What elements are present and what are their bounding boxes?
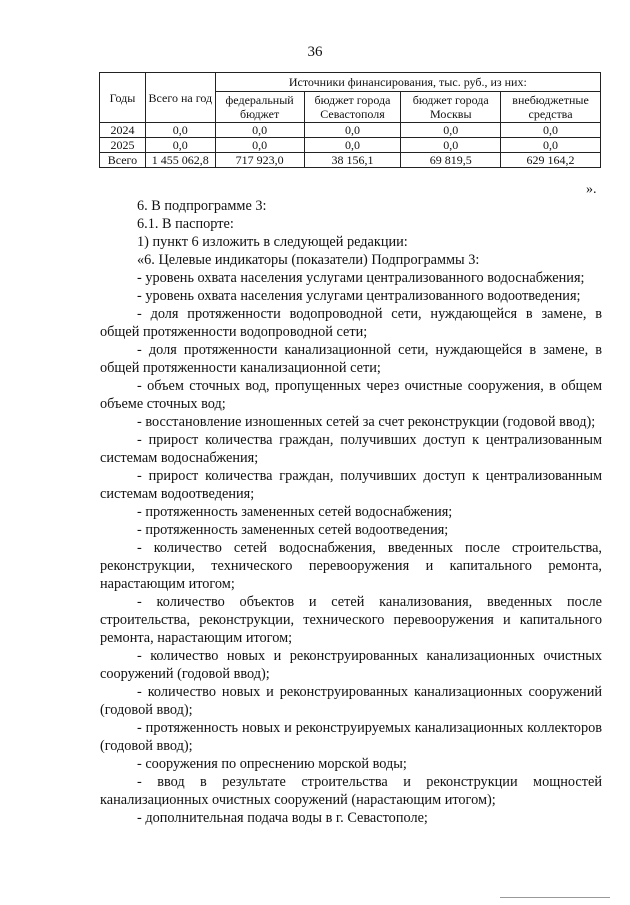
paragraph: - доля протяженности канализационной сети, нуждающейся в замене, в общей протяженности канализационной сети; — [100, 342, 602, 376]
paragraph: - уровень охвата населения услугами централизованного водоотведения; — [137, 288, 581, 304]
paragraph: - ввод в результате строительства и реконструкции мощностей канализационных очистных сооружений (нарастающим итогом); — [100, 774, 602, 808]
header-years: Годы — [100, 73, 146, 123]
paragraph: - протяженность новых и реконструируемых канализационных коллекторов (годовой ввод); — [100, 720, 602, 754]
table-cell-federal: 0,0 — [215, 123, 304, 138]
table-cell-moscow: 69 819,5 — [401, 153, 501, 168]
paragraph: - восстановление изношенных сетей за счет реконструкции (годовой ввод); — [137, 414, 596, 430]
table-cell-federal: 717 923,0 — [215, 153, 304, 168]
financing-table — [99, 72, 601, 168]
paragraph: 1) пункт 6 изложить в следующей редакции: — [137, 234, 408, 250]
table-cell-sevastopol: 0,0 — [304, 123, 401, 138]
table-cell-year: 2024 — [100, 123, 146, 138]
paragraph: - сооружения по опреснению морской воды; — [137, 756, 407, 772]
header-federal: федеральный бюджет — [215, 92, 304, 123]
header-sources: Источники финансирования, тыс. руб., из них: — [215, 73, 600, 92]
table-cell-year: Всего — [100, 153, 146, 168]
table-cell-sevastopol: 38 156,1 — [304, 153, 401, 168]
table-cell-total: 1 455 062,8 — [145, 153, 215, 168]
table-cell-federal: 0,0 — [215, 138, 304, 153]
paragraph: - количество объектов и сетей канализования, введенных после строительства, реконструкции, технического перевооружения и капитального ремонта, нарастающим итогом; — [100, 594, 602, 646]
paragraph: - уровень охвата населения услугами централизованного водоснабжения; — [137, 270, 585, 286]
page-bottom-line — [500, 897, 610, 898]
paragraph: - количество новых и реконструированных канализационных сооружений (годовой ввод); — [100, 684, 602, 718]
table-cell-extrabudget: 629 164,2 — [501, 153, 601, 168]
table-cell-extrabudget: 0,0 — [501, 138, 601, 153]
paragraph: 6.1. В паспорте: — [137, 216, 234, 232]
paragraph: - доля протяженности водопроводной сети, нуждающейся в замене, в общей протяженности водопроводной сети; — [100, 306, 602, 340]
paragraph: 6. В подпрограмме 3: — [137, 198, 267, 214]
table-cell-extrabudget: 0,0 — [501, 123, 601, 138]
table-cell-year: 2025 — [100, 138, 146, 153]
table-cell-moscow: 0,0 — [401, 123, 501, 138]
paragraph: - протяженность замененных сетей водоснабжения; — [137, 504, 453, 520]
closing-quote-mark: ». — [586, 182, 597, 197]
table-cell-total: 0,0 — [145, 123, 215, 138]
header-moscow: бюджет города Москвы — [401, 92, 501, 123]
table-row — [100, 123, 601, 138]
table-cell-sevastopol: 0,0 — [304, 138, 401, 153]
paragraph: - протяженность замененных сетей водоотведения; — [137, 522, 449, 538]
table-cell-total: 0,0 — [145, 138, 215, 153]
header-sevastopol: бюджет города Севастополя — [304, 92, 401, 123]
header-extrabudget: внебюджетные средства — [501, 92, 601, 123]
paragraph: - количество сетей водоснабжения, введенных после строительства, реконструкции, технического перевооружения и капитального ремонта, нарастающим итогом; — [100, 540, 602, 592]
paragraph: - дополнительная подача воды в г. Севастополе; — [137, 810, 428, 826]
header-total: Всего на год — [145, 73, 215, 123]
table-row — [100, 138, 601, 153]
paragraph: - количество новых и реконструированных канализационных очистных сооружений (годовой ввод); — [100, 648, 602, 682]
paragraph: - объем сточных вод, пропущенных через очистные сооружения, в общем объеме сточных вод; — [100, 378, 602, 412]
paragraph: - прирост количества граждан, получивших доступ к централизованным системам водоснабжения; — [100, 432, 602, 466]
page-number: 36 — [307, 44, 323, 60]
document-body — [100, 197, 602, 827]
table-cell-moscow: 0,0 — [401, 138, 501, 153]
table-row — [100, 153, 601, 168]
paragraph: «6. Целевые индикаторы (показатели) Подпрограммы 3: — [137, 252, 480, 268]
paragraph: - прирост количества граждан, получивших доступ к централизованным системам водоотведения; — [100, 468, 602, 502]
financing-table-body — [100, 123, 601, 168]
